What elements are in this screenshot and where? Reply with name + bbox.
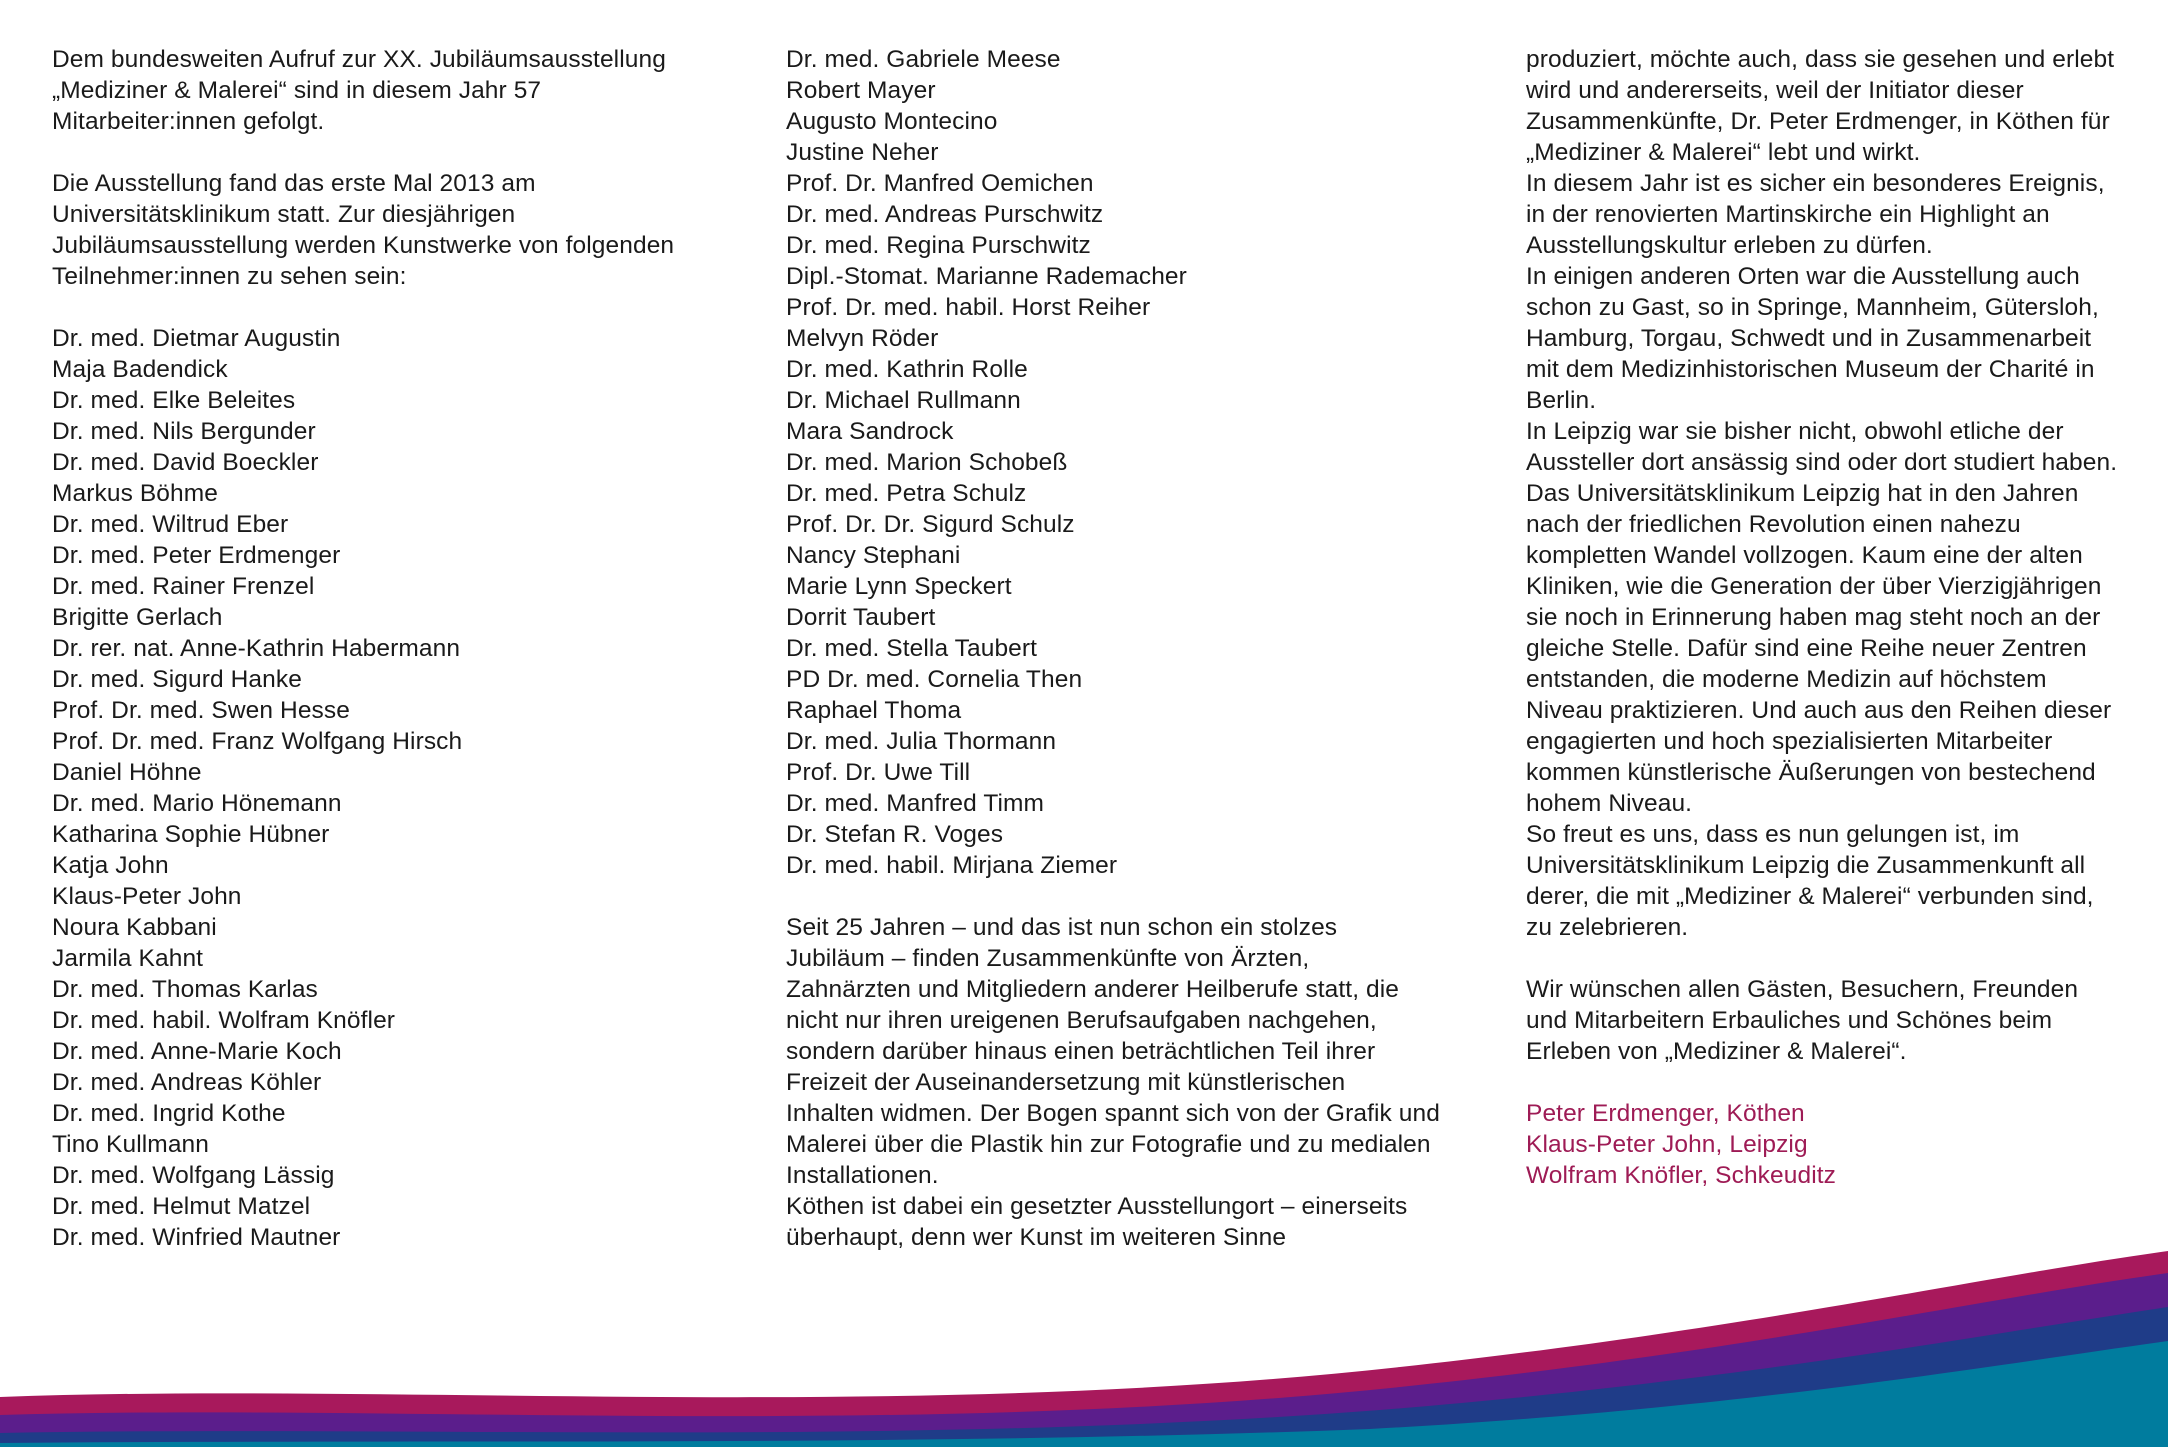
list-item: Dr. med. Regina Purschwitz <box>786 232 1091 259</box>
right-paragraph-3: In Leipzig war sie bisher nicht, obwohl etliche der Aussteller dort ansässig sind oder dort studiert haben. <box>1526 418 2118 476</box>
list-item: Justine Neher <box>786 139 939 166</box>
list-item: Dr. Stefan R. Voges <box>786 821 1004 848</box>
list-item: Dr. med. Stella Taubert <box>786 635 1038 662</box>
list-item: Katja John <box>52 852 169 879</box>
right-paragraph-2: In einigen anderen Orten war die Ausstellung auch schon zu Gast, so in Springe, Mannheim, Gütersloh, Hamburg, Torgau, Schwedt und in Zusammenarbeit mit dem Medizinhistorischen Museum der Charité in Berlin. <box>1526 263 2099 414</box>
list-item: Noura Kabbani <box>52 914 217 941</box>
spacer <box>1526 943 2120 974</box>
right-closing: Wir wünschen allen Gästen, Besuchern, Freunden und Mitarbeitern Erbauliches und Schönes beim Erleben von „Mediziner & Malerei“. <box>1526 976 2079 1065</box>
wave-graphic <box>0 1247 2168 1447</box>
list-item: Augusto Montecino <box>786 108 998 135</box>
list-item: Prof. Dr. med. Franz Wolfgang Hirsch <box>52 728 463 755</box>
signature-line: Klaus-Peter John, Leipzig <box>1526 1131 1808 1158</box>
list-item: Prof. Dr. med. Swen Hesse <box>52 697 350 724</box>
list-item: Katharina Sophie Hübner <box>52 821 330 848</box>
intro-paragraph-2: Die Ausstellung fand das erste Mal 2013 am Universitätsklinikum statt. Zur diesjährigen Jubiläumsausstellung werden Kunstwerke von folgenden Teilnehmer:innen zu sehen sein: <box>52 170 675 290</box>
list-item: Dr. med. Winfried Mautner <box>52 1224 341 1251</box>
list-item: Dorrit Taubert <box>786 604 936 631</box>
list-item: Maja Badendick <box>52 356 228 383</box>
list-item: Dr. med. Nils Bergunder <box>52 418 316 445</box>
list-item: Dr. med. Rainer Frenzel <box>52 573 315 600</box>
list-item: Dr. med. Thomas Karlas <box>52 976 318 1003</box>
list-item: Jarmila Kahnt <box>52 945 204 972</box>
list-item: Dr. med. Sigurd Hanke <box>52 666 302 693</box>
spacer <box>786 881 1440 912</box>
list-item: Dr. med. Peter Erdmenger <box>52 542 341 569</box>
list-item: Dr. med. Gabriele Meese <box>786 46 1061 73</box>
list-item: PD Dr. med. Cornelia Then <box>786 666 1083 693</box>
list-item: Dr. med. Elke Beleites <box>52 387 296 414</box>
list-item: Dr. med. Andreas Köhler <box>52 1069 322 1096</box>
list-item: Prof. Dr. Dr. Sigurd Schulz <box>786 511 1075 538</box>
list-item: Dr. med. Helmut Matzel <box>52 1193 311 1220</box>
right-paragraph-4: Das Universitätsklinikum Leipzig hat in den Jahren nach der friedlichen Revolution einen nahezu kompletten Wandel vollzogen. Kaum eine der alten Kliniken, wie die Generation der über Vierzigjährigen sie noch in Erinnerung haben mag steht noch an der gleiche Stelle. Dafür sind eine Reihe neuer Zentren entstanden, die moderne Medizin auf höchstem Niveau praktizieren. Und auch aus den Reihen dieser engagierten und hoch spezialisierten Mitarbeiter kommen künstlerische Äußerungen von bestechend hohem Niveau. <box>1526 480 2112 817</box>
list-item: Daniel Höhne <box>52 759 202 786</box>
middle-text-block: Seit 25 Jahren – und das ist nun schon ein stolzes Jubiläum – finden Zusammenkünfte von Ärzten, Zahnärzten und Mitgliedern anderer Heilberufe statt, die nicht nur ihren ureigenen Berufsaufgaben nachgehen, sondern darüber hinaus einen beträchtlichen Teil ihrer Freizeit der Auseinandersetzung mit künstlerischen Inhalten widmen. Der Bogen spannt sich von der Grafik und Malerei über die Plastik hin zur Fotografie und zu medialen Installationen. <box>786 914 1440 1189</box>
list-item: Dr. med. Manfred Timm <box>786 790 1045 817</box>
list-item: Dr. med. habil. Mirjana Ziemer <box>786 852 1118 879</box>
list-item: Prof. Dr. med. habil. Horst Reiher <box>786 294 1151 321</box>
list-item: Nancy Stephani <box>786 542 961 569</box>
signature-block <box>1526 1098 2120 1191</box>
list-item: Dr. med. Wiltrud Eber <box>52 511 289 538</box>
list-item: Dr. med. Dietmar Augustin <box>52 325 341 352</box>
list-item: Dr. med. Mario Hönemann <box>52 790 342 817</box>
list-item: Prof. Dr. Uwe Till <box>786 759 971 786</box>
list-item: Dr. med. Marion Schobeß <box>786 449 1068 476</box>
middle-column <box>740 0 1480 1253</box>
right-column <box>1480 0 2168 1191</box>
decorative-wave-footer <box>0 1247 2168 1447</box>
list-item: Melvyn Röder <box>786 325 939 352</box>
list-item: Dr. med. Petra Schulz <box>786 480 1027 507</box>
list-item: Klaus-Peter John <box>52 883 242 910</box>
list-item: Dr. med. Ingrid Kothe <box>52 1100 286 1127</box>
list-item: Dr. Michael Rullmann <box>786 387 1021 414</box>
list-item: Dr. med. David Boeckler <box>52 449 319 476</box>
list-item: Prof. Dr. Manfred Oemichen <box>786 170 1094 197</box>
list-item: Markus Böhme <box>52 480 218 507</box>
list-item: Dr. med. Julia Thormann <box>786 728 1057 755</box>
list-item: Raphael Thoma <box>786 697 962 724</box>
list-item: Marie Lynn Speckert <box>786 573 1012 600</box>
right-paragraph-1: In diesem Jahr ist es sicher ein besonderes Ereignis, in der renovierten Martinskirche ein Highlight an Ausstellungskultur erleben zu dürfen. <box>1526 170 2105 259</box>
list-item: Dr. med. habil. Wolfram Knöfler <box>52 1007 396 1034</box>
participants-list-left <box>52 323 700 1253</box>
list-item: Dr. rer. nat. Anne-Kathrin Habermann <box>52 635 461 662</box>
list-item: Mara Sandrock <box>786 418 954 445</box>
list-item: Dr. med. Andreas Purschwitz <box>786 201 1104 228</box>
right-paragraph-5: So freut es uns, dass es nun gelungen ist, im Universitätsklinikum Leipzig die Zusammenkunft all derer, die mit „Mediziner & Malerei“ verbunden sind, zu zelebrieren. <box>1526 821 2094 941</box>
list-item: Robert Mayer <box>786 77 936 104</box>
list-item: Dr. med. Kathrin Rolle <box>786 356 1028 383</box>
signature-line: Peter Erdmenger, Köthen <box>1526 1100 1805 1127</box>
list-item: Brigitte Gerlach <box>52 604 223 631</box>
list-item: Dr. med. Wolfgang Lässig <box>52 1162 335 1189</box>
list-item: Tino Kullmann <box>52 1131 209 1158</box>
list-item: Dr. med. Anne-Marie Koch <box>52 1038 342 1065</box>
participants-list-middle <box>786 44 1440 881</box>
list-item: Dipl.-Stomat. Marianne Rademacher <box>786 263 1187 290</box>
left-column <box>0 0 740 1253</box>
signature-line: Wolfram Knöfler, Schkeuditz <box>1526 1162 1836 1189</box>
right-continuation: produziert, möchte auch, dass sie gesehen und erlebt wird und andererseits, weil der Initiator dieser Zusammenkünfte, Dr. Peter Erdmenger, in Köthen für „Mediziner & Malerei“ lebt und wirkt. <box>1526 46 2115 166</box>
middle-text-block-continued: Köthen ist dabei ein gesetzter Ausstellungort – einerseits überhaupt, denn wer Kunst im weiteren Sinne <box>786 1193 1408 1251</box>
intro-paragraph-1: Dem bundesweiten Aufruf zur XX. Jubiläumsausstellung „Mediziner & Malerei“ sind in diesem Jahr 57 Mitarbeiter:innen gefolgt. <box>52 46 666 135</box>
